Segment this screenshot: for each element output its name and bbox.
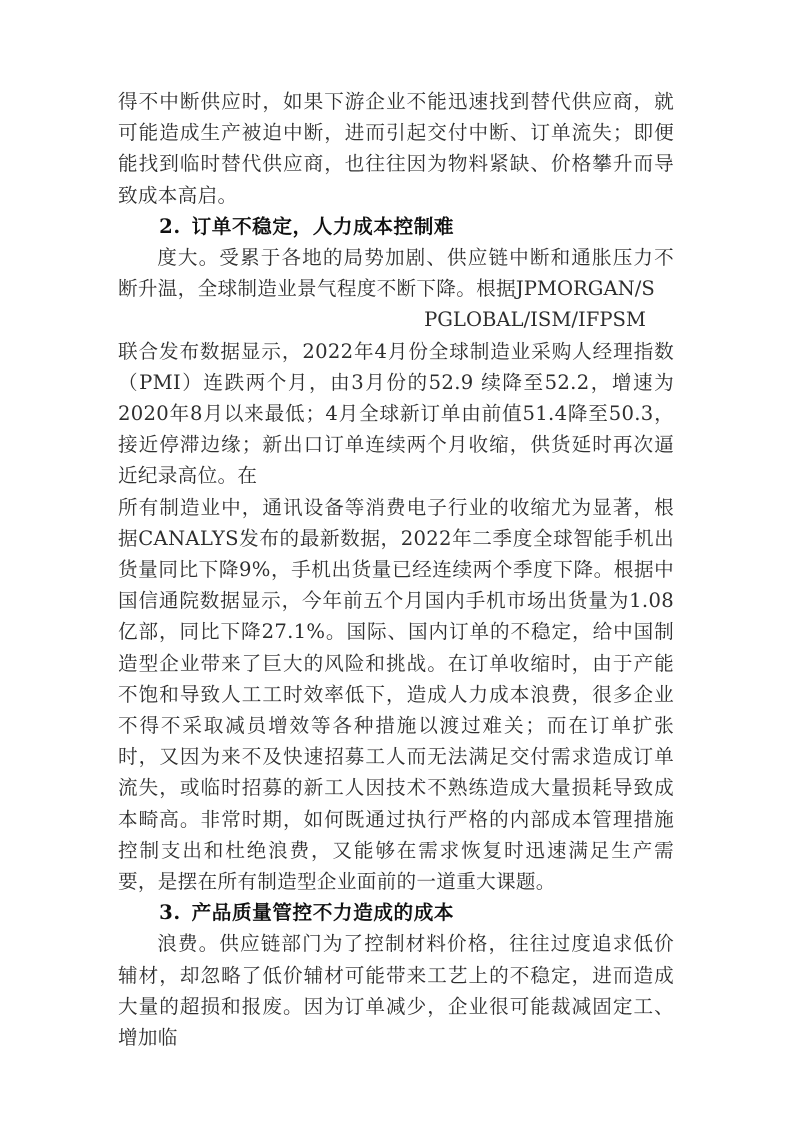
heading-text-3: 产品质量管控不力造成的成本 bbox=[191, 901, 455, 925]
heading-number-3: 3. bbox=[159, 901, 181, 925]
heading-order-instability bbox=[118, 211, 674, 242]
heading-text-2: 订单不稳定，人力成本控制难 bbox=[191, 214, 455, 238]
paragraph-global-pmi-lead bbox=[118, 242, 674, 304]
paragraph-electronics-contraction: 所有制造业中，通讯设备等消费电子行业的收缩尤为显著，根据CANALYS发布的最新数据，2022年二季度全球智能手机出货量同比下降9%，手机出货量已经连续两个季度下降。根据中国信通院数据显示，今年前五个月国内手机市场出货量为1.08亿部，同比下降27.1%。国际、国内订单的不稳定，给中国制造型企业带来了巨大的风险和挑战。在订单收缩时，由于产能不饱和导致人工工时效率低下，造成人力成本浪费，很多企业不得不采取减员增效等各种措施以渡过难关；而在订单扩张时，又因为来不及快速招募工人而无法满足交付需求造成订单流失，或临时招募的新工人因技术不熟练造成大量损耗导致成本畸高。非常时期，如何既通过执行严格的内部成本管理措施控制支出和杜绝浪费，又能够在需求恢复时迅速满足生产需要，是摆在所有制造型企业面前的一道重大课题。 bbox=[118, 495, 674, 894]
pmi-lead-text: 度大。受累于各地的局势加剧、供应链中断和通胀压力不断升温，全球制造业景气程度不断下降。根据 bbox=[118, 246, 674, 301]
paragraph-supply-interruption: 得不中断供应时，如果下游企业不能迅速找到替代供应商，就可能造成生产被迫中断，进而引起交付中断、订单流失；即便能找到临时替代供应商，也往往因为物料紧缺、价格攀升而导致成本高启。 bbox=[118, 90, 674, 207]
source-spglobal-overflow bbox=[118, 304, 674, 335]
source-spglobal-text: PGLOBAL/ISM/IFPSM bbox=[424, 308, 646, 332]
heading-quality-control-cost bbox=[118, 897, 674, 928]
paragraph-global-pmi-tail: 联合发布数据显示，2022年4月份全球制造业采购人经理指数（PMI）连跌两个月，由3月份的52.9 续降至52.2，增速为2020年8月以来最低；4月全球新订单由前值51.4降至50.3， 接近停滞边缘；新出口订单连续两个月收缩，供货延时再次逼近纪录高位。在 bbox=[118, 339, 674, 488]
text-column bbox=[118, 86, 674, 1053]
paragraph-material-waste: 浪费。供应链部门为了控制材料价格，往往过度追求低价辅材，却忽略了低价辅材可能带来工艺上的不稳定，进而造成大量的超损和报废。因为订单减少，企业很可能裁减固定工、增加临 bbox=[118, 932, 674, 1050]
heading-number-2: 2. bbox=[159, 214, 181, 238]
source-jpmorgan-text: JPMORGAN/S bbox=[515, 277, 655, 301]
